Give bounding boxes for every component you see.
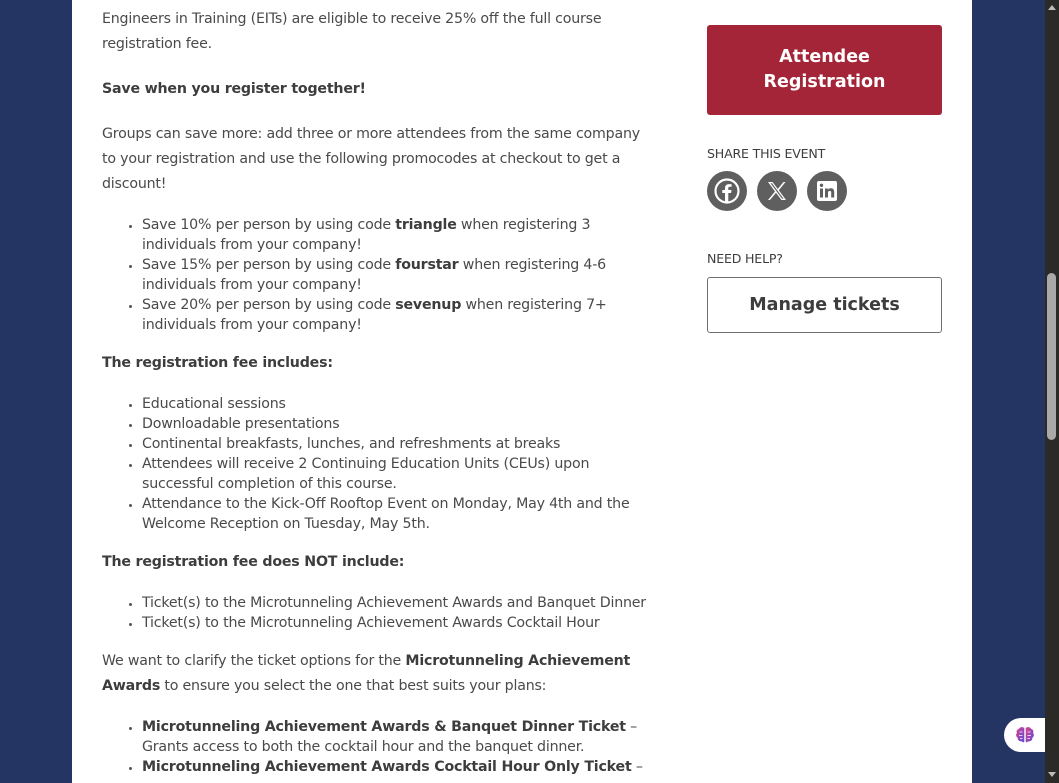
promo-item: • Save 15% per person by using code fourstar when registering 4-6 individuals from your company!: [142, 255, 647, 295]
attendee-registration-button[interactable]: Attendee Registration: [707, 25, 942, 115]
brain-icon: [1015, 726, 1035, 744]
scroll-down-arrow-icon[interactable]: [1048, 772, 1056, 777]
linkedin-icon: [816, 180, 838, 202]
list-item: • Attendees will receive 2 Continuing Education Units (CEUs) upon successful completion of this course.: [142, 454, 647, 494]
event-description: [102, 0, 647, 777]
facebook-icon: [714, 178, 740, 204]
not-include-list: [102, 593, 647, 633]
save-heading: Save when you register together!: [102, 81, 366, 97]
clarify-paragraph: We want to clarify the ticket options for the Microtunneling Achievement Awards to ensure you select the one that best suits your plans:: [102, 653, 631, 694]
share-buttons: [707, 171, 942, 211]
ticket-option: • Microtunneling Achievement Awards & Banquet Dinner Ticket – Grants access to both the cocktail hour and the banquet dinner.: [142, 717, 647, 757]
promo-code: fourstar: [395, 257, 459, 273]
facebook-share-button[interactable]: [707, 171, 747, 211]
help-label: NEED HELP?: [707, 251, 783, 266]
list-item: • Ticket(s) to the Microtunneling Achievement Awards and Banquet Dinner: [142, 593, 647, 613]
manage-tickets-button[interactable]: Manage tickets: [707, 277, 942, 333]
event-sidebar: [707, 25, 942, 333]
list-item: • Attendance to the Kick-Off Rooftop Event on Monday, May 4th and the Welcome Reception on Tuesday, May 5th.: [142, 494, 647, 534]
x-icon: [766, 180, 788, 202]
scroll-up-arrow-icon[interactable]: [1048, 5, 1056, 10]
includes-list: [102, 394, 647, 534]
not-include-heading: The registration fee does NOT include:: [102, 554, 405, 570]
promo-code: sevenup: [395, 297, 462, 313]
share-label: SHARE THIS EVENT: [707, 146, 826, 161]
list-item: • Educational sessions: [142, 394, 647, 414]
groups-paragraph: Groups can save more: add three or more attendees from the same company to your registration and use the following promocodes at checkout to get a discount!: [102, 126, 640, 192]
eit-paragraph: Engineers in Training (EITs) are eligible to receive 25% off the full course registration fee.: [102, 11, 602, 52]
linkedin-share-button[interactable]: [807, 171, 847, 211]
assistant-widget-button[interactable]: [1004, 718, 1045, 752]
promo-list: [102, 215, 647, 335]
ticket-options-list: [102, 717, 647, 777]
x-share-button[interactable]: [757, 171, 797, 211]
includes-heading: The registration fee includes:: [102, 355, 333, 371]
page-content: [72, 0, 972, 783]
list-item: • Continental breakfasts, lunches, and refreshments at breaks: [142, 434, 647, 454]
scrollbar-thumb[interactable]: [1047, 273, 1056, 440]
promo-item: • Save 10% per person by using code triangle when registering 3 individuals from your company!: [142, 215, 647, 255]
list-item: • Ticket(s) to the Microtunneling Achievement Awards Cocktail Hour: [142, 613, 647, 633]
list-item: • Downloadable presentations: [142, 414, 647, 434]
promo-code: triangle: [395, 217, 457, 233]
ticket-option: • Microtunneling Achievement Awards Cocktail Hour Only Ticket –: [142, 757, 647, 777]
vertical-scrollbar[interactable]: [1045, 0, 1059, 783]
promo-item: • Save 20% per person by using code sevenup when registering 7+ individuals from your company!: [142, 295, 647, 335]
